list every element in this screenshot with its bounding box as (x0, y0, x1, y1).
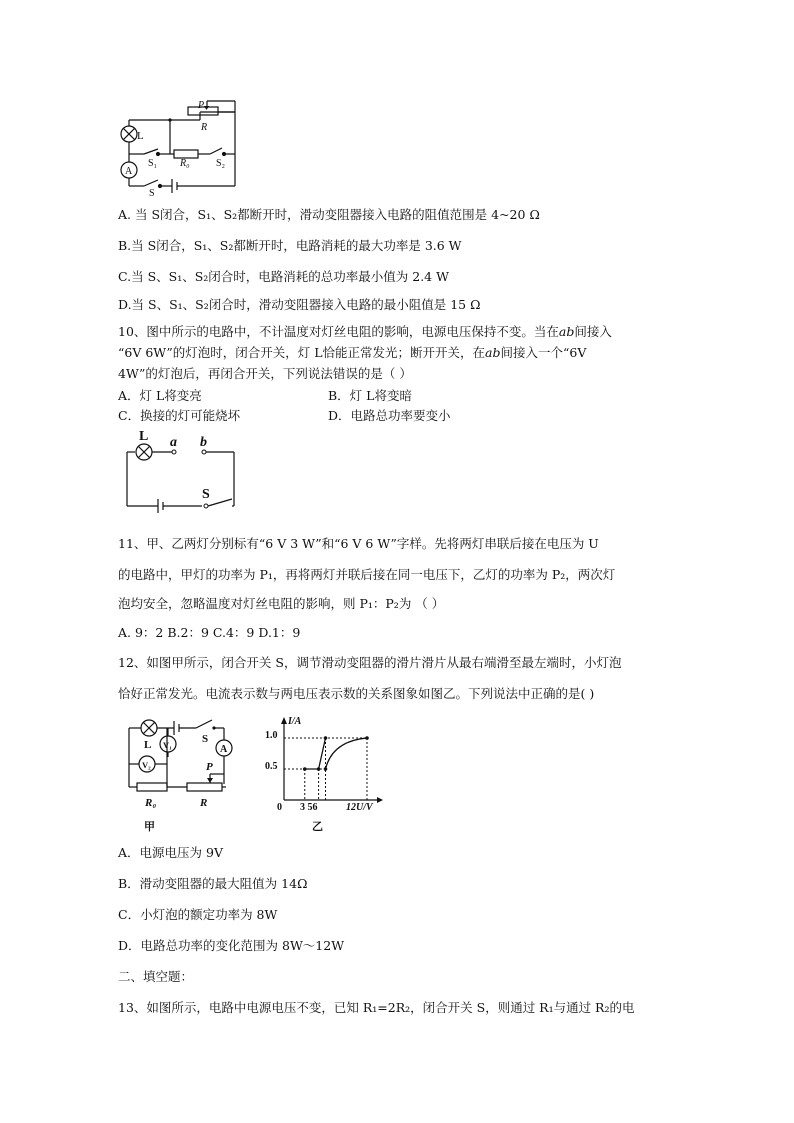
y-tick-0.5: 0.5 (265, 761, 278, 772)
label-A: A (220, 744, 228, 755)
label-L: L (137, 130, 144, 142)
data-point-1-0 (324, 767, 328, 771)
x-tick-12-label: 12U/V (346, 802, 373, 813)
q11-stem-line1: 11、甲、乙两灯分别标有“6 V 3 W”和“6 V 6 W”字样。先将两灯串联后接在电压为 U (118, 536, 599, 551)
label-L: L (139, 429, 149, 444)
q12-option-b: B．滑动变阻器的最大阻值为 14Ω (118, 876, 308, 891)
label-S: S (202, 487, 210, 502)
label-P: P (206, 761, 213, 773)
q10-option-d: D．电路总功率要变小 (328, 408, 451, 423)
label-ammeter: A (125, 166, 133, 177)
y-tick-1.0: 1.0 (265, 730, 278, 741)
label-R: R (201, 122, 208, 133)
q11-options: A. 9：2 B.2：9 C.4：9 D.1：9 (118, 625, 301, 640)
q9-option-a: A. 当 S闭合，S₁、S₂都断开时，滑动变阻器接入电路的阻值范围是 4~20 Ω (118, 207, 540, 222)
section-heading-fill-in: 二、填空题： (118, 969, 194, 984)
q10-option-a: A．灯 L将变亮 (118, 388, 202, 403)
label-S2: S₂ (216, 158, 226, 169)
q10-stem-line1: 10、图中所示的电路中，不计温度对灯丝电阻的影响，电源电压保持不变。当在ab间接入 (118, 324, 612, 339)
q12-option-c: C．小灯泡的额定功率为 8W (118, 907, 278, 922)
data-point-1-2 (365, 736, 369, 740)
chart-i-u (262, 712, 392, 836)
series-line-0 (305, 738, 326, 769)
y-axis-label: I/A (288, 716, 302, 727)
q10-stem-line2: “6V 6W”的灯泡时，闭合开关，灯 L恰能正常发光；断开开关，在ab间接入一个“6V (118, 345, 587, 360)
label-R: R (200, 797, 208, 809)
q10-stem-line3: 4W”的灯泡后，再闭合开关，下列说法错误的是（ ） (118, 366, 412, 381)
label-R0: R₀ (180, 158, 190, 169)
q13-stem: 13、如图所示，电路中电源电压不变，已知 R₁=2R₂，闭合开关 S，则通过 R₁与通过 R₂的电 (118, 1000, 635, 1015)
q9-option-d: D.当 S、S₁、S₂闭合时，滑动变阻器接入电路的最小阻值是 15 Ω (118, 297, 481, 312)
q12-option-d: D．电路总功率的变化范围为 8W～12W (118, 938, 345, 953)
circuit-diagram-q10 (118, 428, 242, 514)
q9-option-c: C.当 S、S₁、S₂闭合时，电路消耗的总功率最小值为 2.4 W (118, 269, 449, 284)
circuit-diagram-q9 (112, 96, 242, 199)
series-line-1 (326, 738, 368, 769)
label-V2: V₂ (142, 760, 151, 770)
q10-option-b: B．灯 L将变暗 (328, 388, 412, 403)
data-point-0-1 (317, 767, 321, 771)
q12-stem-line1: 12、如图甲所示，闭合开关 S，调节滑动变阻器的滑片滑片从最右端滑至最左端时，小灯泡 (118, 655, 622, 670)
label-V1: V₁ (163, 740, 172, 750)
q11-stem-line2: 的电路中，甲灯的功率为 P₁，再将两灯并联后接在同一电压下，乙灯的功率为 P₂，两次灯 (118, 567, 616, 582)
x-tick-3-5-6: 3 56 (300, 802, 318, 813)
q12-stem-line2: 恰好正常发光。电流表示数与两电压表示数的关系图象如图乙。下列说法中正确的是( ) (118, 686, 595, 701)
x-tick-0: 0 (277, 802, 282, 813)
label-S1: S₁ (148, 158, 158, 169)
label-P: P (198, 100, 205, 111)
q12-option-a: A．电源电压为 9V (118, 845, 223, 860)
label-b: b (200, 435, 207, 450)
data-point-0-2 (324, 736, 328, 740)
caption-yi: 乙 (312, 821, 323, 833)
label-S: S (149, 188, 155, 199)
caption-jia: 甲 (144, 821, 155, 833)
q10-option-c: C．换接的灯可能烧坏 (118, 408, 241, 423)
q11-stem-line3: 泡均安全，忽略温度对灯丝电阻的影响，则 P₁：P₂为 （ ） (118, 596, 445, 611)
label-a: a (170, 435, 177, 450)
data-point-0-0 (303, 767, 307, 771)
q9-option-b: B.当 S闭合，S₁、S₂都断开时，电路消耗的最大功率是 3.6 W (118, 238, 462, 253)
label-R0: R₀ (145, 797, 157, 809)
label-S: S (202, 733, 209, 745)
circuit-diagram-q12-jia (122, 712, 242, 834)
label-L: L (144, 739, 152, 751)
